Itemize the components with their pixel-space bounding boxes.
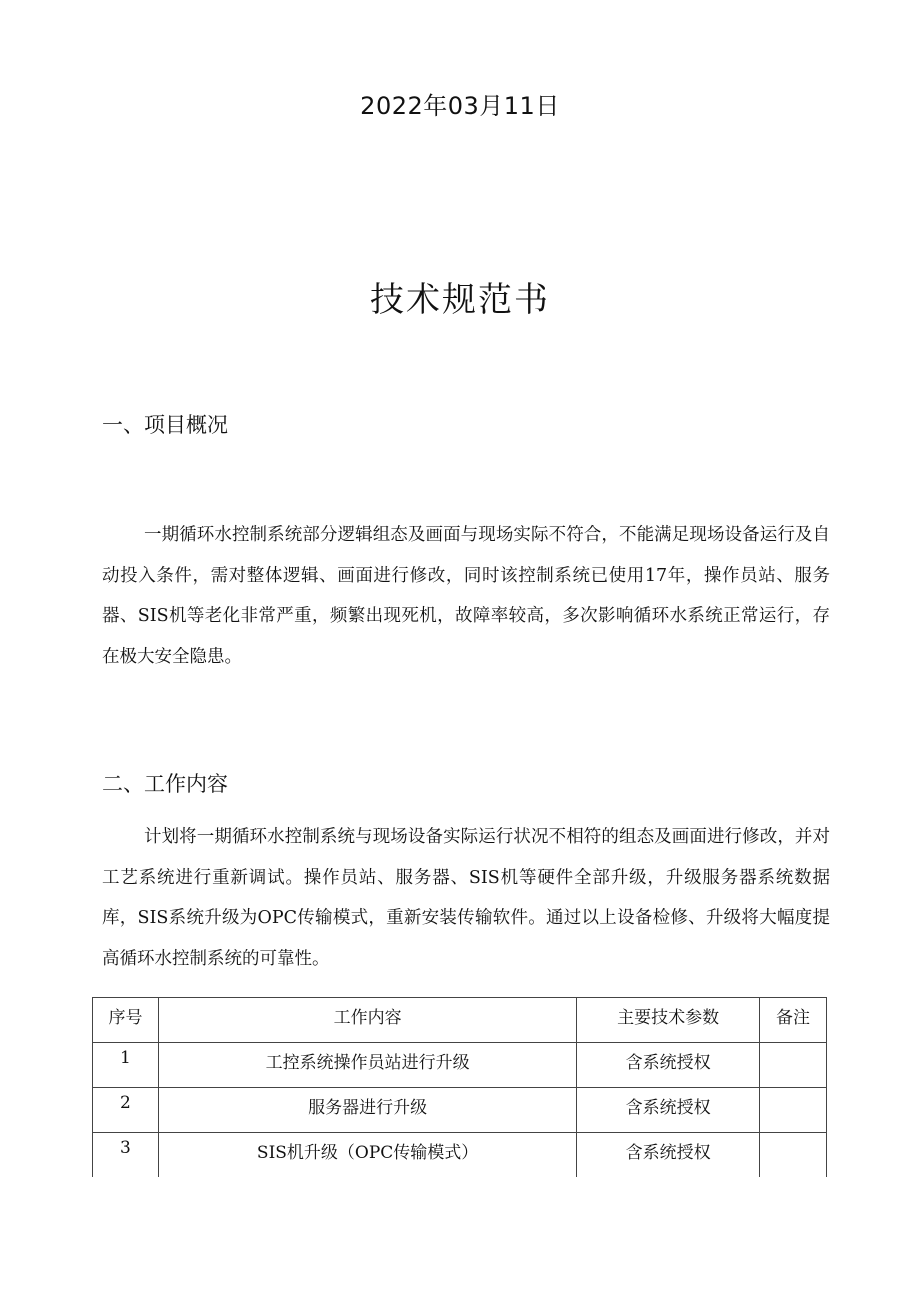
table-cell: SIS机升级（OPC传输模式）	[158, 1133, 576, 1178]
table-cell: 含系统授权	[577, 1088, 760, 1133]
section-paragraph-work: 计划将一期循环水控制系统与现场设备实际运行状况不相符的组态及画面进行修改，并对工艺系统进行重新调试。操作员站、服务器、SIS机等硬件全部升级，升级服务器系统数据库，SIS系统升级为OPC传输模式，重新安装传输软件。通过以上设备检修、升级将大幅度提高循环水控制系统的可靠性。	[102, 827, 830, 969]
table-cell	[760, 1088, 827, 1133]
table-cell: 3	[93, 1133, 159, 1178]
table-header-cell: 工作内容	[158, 998, 576, 1043]
table-cell	[760, 1043, 827, 1088]
table-row	[93, 1043, 827, 1088]
table-cell: 工控系统操作员站进行升级	[158, 1043, 576, 1088]
section-paragraph-overview: 一期循环水控制系统部分逻辑组态及画面与现场实际不符合，不能满足现场设备运行及自动投入条件，需对整体逻辑、画面进行修改，同时该控制系统已使用17年，操作员站、服务器、SIS机等老化非常严重，频繁出现死机，故障率较高，多次影响循环水系统正常运行，存在极大安全隐患。	[102, 525, 830, 667]
section-heading-work: 二、工作内容	[102, 772, 228, 796]
table-cell	[760, 1133, 827, 1178]
table-cell: 服务器进行升级	[158, 1088, 576, 1133]
table-cell: 含系统授权	[577, 1133, 760, 1178]
table-header-cell: 序号	[93, 998, 159, 1043]
table-row	[93, 1133, 827, 1178]
document-date: 2022年03月11日	[360, 92, 560, 120]
table-row	[93, 1088, 827, 1133]
table-cell: 2	[93, 1088, 159, 1133]
work-content-table	[92, 997, 827, 1177]
document-title: 技术规范书	[370, 280, 550, 320]
table-header-row	[93, 998, 827, 1043]
table-header-cell: 备注	[760, 998, 827, 1043]
section-heading-overview: 一、项目概况	[102, 413, 228, 437]
table-cell: 1	[93, 1043, 159, 1088]
table-cell: 含系统授权	[577, 1043, 760, 1088]
table-header-cell: 主要技术参数	[577, 998, 760, 1043]
